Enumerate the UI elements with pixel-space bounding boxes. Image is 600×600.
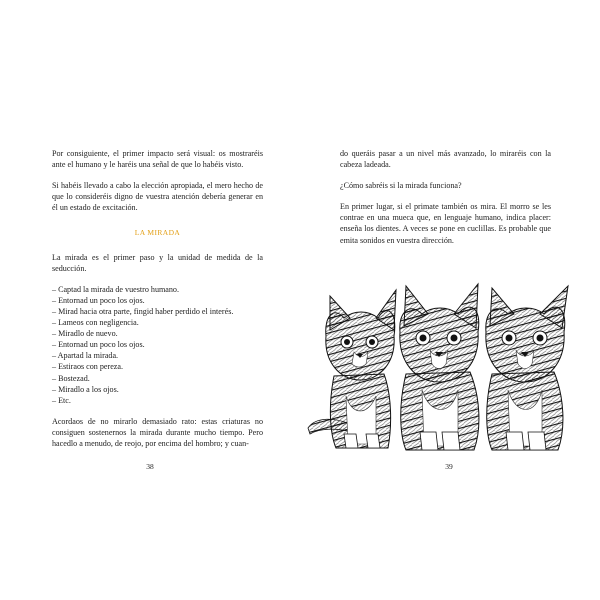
paragraph: En primer lugar, si el primate también os mira. El morro se les contrae en una mueca que, en lenguaje humano, indica placer: enseña los dientes. A veces se pone en cuclillas. Es probable que emita sonidos en vuestra dirección.	[340, 202, 551, 245]
list-item: – Apartad la mirada.	[52, 351, 119, 361]
paragraph: La mirada es el primer paso y la unidad de medida de la seducción.	[52, 252, 263, 273]
kitten-middle	[400, 284, 479, 450]
paragraph: Por consiguiente, el primer impacto será visual: os mostraréis ante el humano y le haréis una señal de que lo habéis visto.	[52, 149, 263, 170]
three-kittens-illustration	[306, 266, 574, 456]
right-page-text	[340, 148, 551, 256]
page-number: 38	[146, 462, 154, 471]
kitten-right	[486, 286, 568, 450]
list-item: – Mirad hacia otra parte, fingid haber perdido el interés.	[52, 306, 234, 316]
paragraph: Acordaos de no mirarlo demasiado rato: estas criaturas no consiguen sostenernos la mirada durante mucho tiempo. Pero hacedlo a menudo, de reojo, por encima del hombro; y cuan-	[52, 416, 263, 448]
page-number: 39	[445, 462, 453, 471]
list-item: – Estiraos con pereza.	[52, 362, 124, 372]
list-item: – Captad la mirada de vuestro humano.	[52, 284, 179, 294]
paragraph: ¿Cómo sabréis si la mirada funciona?	[340, 181, 462, 191]
paragraph: do queráis pasar a un nivel más avanzado, lo miraréis con la cabeza ladeada.	[340, 149, 551, 170]
right-page	[300, 110, 600, 485]
list-item: – Miradlo a los ojos.	[52, 384, 119, 394]
section-heading: LA MIRADA	[134, 228, 181, 238]
kitten-left	[326, 290, 396, 448]
list-item: – Entornad un poco los ojos.	[52, 295, 145, 305]
left-page	[0, 110, 300, 485]
list-item: – Miradlo de nuevo.	[52, 329, 118, 339]
left-page-text	[52, 148, 263, 459]
list-item: – Entornad un poco los ojos.	[52, 340, 145, 350]
instruction-list	[52, 284, 263, 406]
book-spread	[0, 110, 600, 485]
list-item: – Bostezad.	[52, 373, 90, 383]
list-item: – Etc.	[52, 395, 71, 405]
list-item: – Lameos con negligencia.	[52, 318, 139, 328]
paragraph: Si habéis llevado a cabo la elección apropiada, el mero hecho de que lo consideréis digno de vuestra atención debería generar en él un estado de excitación.	[52, 181, 263, 213]
